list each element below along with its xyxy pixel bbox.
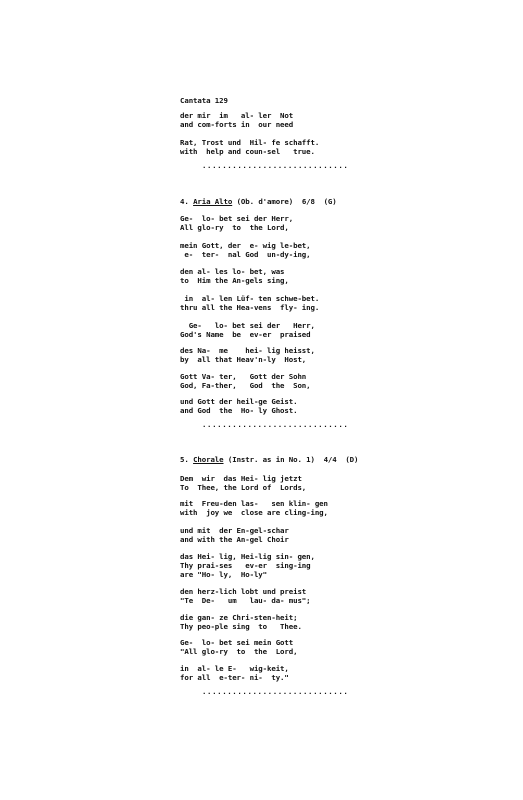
lyric-line-english: "All glo-ry to the Lord,	[180, 647, 298, 656]
lyric-line-german: und mit der En-gel-schar	[180, 526, 289, 535]
lyric-line-english: are "Ho- ly, Ho-ly"	[180, 570, 267, 579]
section-name: Chorale	[193, 455, 224, 464]
lyric-line-german: das Hei- lig, Hei-lig sin- gen,	[180, 552, 315, 561]
separator-dots: ·····························	[202, 163, 349, 172]
lyric-line-german: die gan- ze Chri-sten-heit;	[180, 613, 298, 622]
lyric-line-german: des Na- me hei- lig heisst,	[180, 346, 315, 355]
lyric-line-english: and God the Ho- ly Ghost.	[180, 406, 298, 415]
lyric-line-german: Rat, Trost und Hil- fe schafft.	[180, 138, 320, 147]
lyric-line-german: Gott Va- ter, Gott der Sohn	[180, 372, 307, 381]
separator-dots: ·····························	[202, 422, 349, 431]
section-details: (Instr. as in No. 1) 4/4 (D)	[227, 455, 359, 464]
lyric-line-english: God's Name be ev-er praised	[180, 330, 311, 339]
lyric-line-english: thru all the Hea-vens fly- ing.	[180, 303, 320, 312]
lyric-line-english: with help and coun-sel true.	[180, 147, 315, 156]
lyric-line-english: To Thee, the Lord of Lords,	[180, 483, 307, 492]
lyric-line-english: with joy we close are cling-ing,	[180, 508, 328, 517]
separator-dots: ·····························	[202, 689, 349, 698]
lyric-line-german: Dem wir das Hei- lig jetzt	[180, 474, 302, 483]
section-heading	[180, 197, 337, 206]
lyric-line-german: Ge- lo- bet sei der Herr,	[180, 214, 294, 223]
lyric-line-german: den herz-lich lobt und preist	[180, 587, 307, 596]
section-number: 5.	[180, 455, 189, 464]
lyric-line-german: den al- les lo- bet, was	[180, 267, 285, 276]
lyric-line-english: Thy prai-ses ev-er sing-ing	[180, 561, 311, 570]
lyric-line-english: and with the An-gel Choir	[180, 535, 289, 544]
lyric-line-german: mit Freu-den las- sen klin- gen	[180, 499, 328, 508]
document-title: Cantata 129	[180, 96, 228, 105]
lyric-line-english: God, Fa-ther, God the Son,	[180, 381, 311, 390]
lyric-line-german: Ge- lo- bet sei mein Gott	[180, 638, 294, 647]
lyric-line-english: for all e-ter- ni- ty."	[180, 673, 289, 682]
lyric-line-english: All glo-ry to the Lord,	[180, 223, 289, 232]
section-heading	[180, 455, 358, 464]
lyric-line-english: e- ter- nal God un-dy-ing,	[180, 250, 311, 259]
lyric-line-english: to Him the An-gels sing,	[180, 276, 289, 285]
lyric-line-german: in al- le E- wig-keit,	[180, 664, 289, 673]
section-name: Aria Alto	[193, 197, 233, 206]
lyric-line-german: in al- len Lüf- ten schwe-bet.	[180, 294, 320, 303]
section-number: 4.	[180, 197, 189, 206]
section-details: (Ob. d'amore) 6/8 (G)	[236, 197, 337, 206]
lyric-line-english: Thy peo-ple sing to Thee.	[180, 622, 302, 631]
lyric-line-english: by all that Heav'n-ly Host,	[180, 355, 307, 364]
lyric-line-german: und Gott der heil-ge Geist.	[180, 397, 298, 406]
lyric-line-german: mein Gott, der e- wig le-bet,	[180, 241, 311, 250]
lyric-line-latin: "Te De- um lau- da- mus";	[180, 596, 311, 605]
lyric-line-german: Ge- lo- bet sei der Herr,	[180, 321, 315, 330]
lyric-line-english: and com-forts in our need	[180, 120, 294, 129]
lyric-line-german: der mir im al- ler Not	[180, 111, 294, 120]
